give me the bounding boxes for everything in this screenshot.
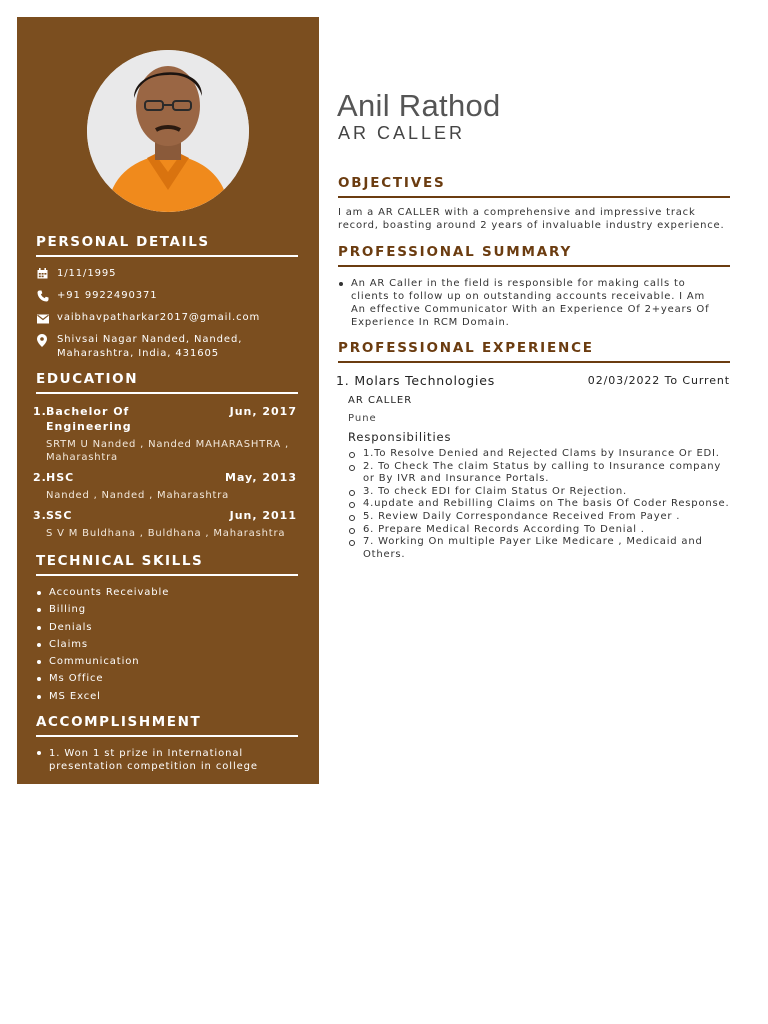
education-date: May, 2013 [225,471,297,484]
sidebar [17,17,319,784]
list-item [37,636,299,653]
list-item [348,448,730,461]
skill-label: Denials [49,621,93,633]
education-item [33,508,297,540]
list-item [348,461,730,486]
skill-label: Accounts Receivable [49,587,170,598]
email-row [37,311,299,325]
professional-experience-heading: PROFESSIONAL EXPERIENCE [338,340,730,363]
phone-text: +91 9922490371 [57,290,158,301]
education-date: Jun, 2017 [229,405,297,418]
email-text: vaibhavpatharkar2017@gmail.com [57,312,261,323]
responsibility-text: 2. To Check The claim Status by calling to Insurance company or By IVR and Insurance Portals. [363,460,722,485]
job-location: Pune [348,413,377,424]
responsibility-text: 5. Review Daily Correspondance Received From Payer . [363,510,681,522]
birthdate-row [37,267,299,281]
summary-text: An AR Caller in the field is responsible for making calls to clients to follow up on outstanding accounts receivable. I Am An effective Communicator With an Experience Of 2+years Of Experience In RCM Domain. [351,278,710,328]
list-item [348,524,730,537]
objectives-text: I am a AR CALLER with a comprehensive and impressive track record, boasting around 2 years of invaluable industry experience. [338,207,725,231]
skills-list [37,584,299,705]
list-item [37,688,299,705]
education-degree: Bachelor Of Engineering [46,405,132,433]
list-item [37,670,299,687]
professional-summary-heading: PROFESSIONAL SUMMARY [338,244,730,267]
calendar-icon [37,267,57,281]
job-title: AR CALLER [348,395,413,406]
profile-photo [87,50,249,212]
phone-icon [37,289,57,303]
responsibility-text: 1.To Resolve Denied and Rejected Clams by Insurance Or EDI. [363,448,720,459]
responsibilities-list [348,448,730,561]
list-item [37,601,299,618]
responsibilities-heading: Responsibilities [348,430,452,444]
email-icon [37,311,57,325]
education-item [33,404,297,464]
company-name: Molars Technologies [354,373,496,388]
location-icon [37,333,57,361]
list-item [348,486,730,499]
technical-skills-heading: TECHNICAL SKILLS [36,553,298,576]
accomplishment-text: 1. Won 1 st prize in International presentation competition in college [49,748,258,772]
avatar [87,50,249,212]
job-number: 1. [336,373,350,388]
list-item [348,511,730,524]
list-item [37,653,299,670]
job-dates: 02/03/2022 To Current [587,374,730,387]
education-degree: SSC [46,509,73,522]
responsibility-text: 4.update and Rebilling Claims on The basis Of Coder Response. [363,498,730,510]
candidate-name: Anil Rathod [337,88,501,123]
job-header [336,373,730,388]
skill-label: Billing [49,604,86,616]
list-item [37,584,299,601]
education-number: 3. [33,509,47,522]
address-text: Shivsai Nagar Nanded, Nanded, Maharashtra, India, 431605 [57,334,243,359]
responsibility-text: 3. To check EDI for Claim Status Or Rejection. [363,485,627,497]
birthdate-text: 1/11/1995 [57,268,117,279]
responsibility-text: 7. Working On multiple Payer Like Medicare , Medicaid and Others. [363,536,703,560]
objectives-heading: OBJECTIVES [338,175,730,198]
education-institution: Nanded , Nanded , Maharashtra [46,490,230,501]
candidate-role: AR CALLER [338,123,466,143]
address-row [37,333,299,361]
education-number: 2. [33,471,47,484]
personal-details-heading: PERSONAL DETAILS [36,234,298,257]
education-number: 1. [33,405,47,418]
accomplishment-list [37,747,299,773]
responsibility-text: 6. Prepare Medical Records According To Denial . [363,523,645,535]
list-item [37,747,299,773]
list-item [348,536,730,561]
skill-label: Claims [49,638,89,650]
list-item [348,498,730,511]
skill-label: MS Excel [49,690,101,702]
list-item [37,619,299,636]
accomplishment-heading: ACCOMPLISHMENT [36,714,298,737]
summary-item [338,277,730,329]
education-degree: HSC [46,471,75,484]
skill-label: Communication [49,656,140,668]
education-institution: SRTM U Nanded , Nanded MAHARASHTRA , Maharashtra [46,439,290,463]
phone-row [37,289,299,303]
skill-label: Ms Office [49,673,104,685]
education-heading: EDUCATION [36,371,298,394]
education-institution: S V M Buldhana , Buldhana , Maharashtra [46,528,286,539]
education-item [33,470,297,502]
education-date: Jun, 2011 [229,509,297,522]
